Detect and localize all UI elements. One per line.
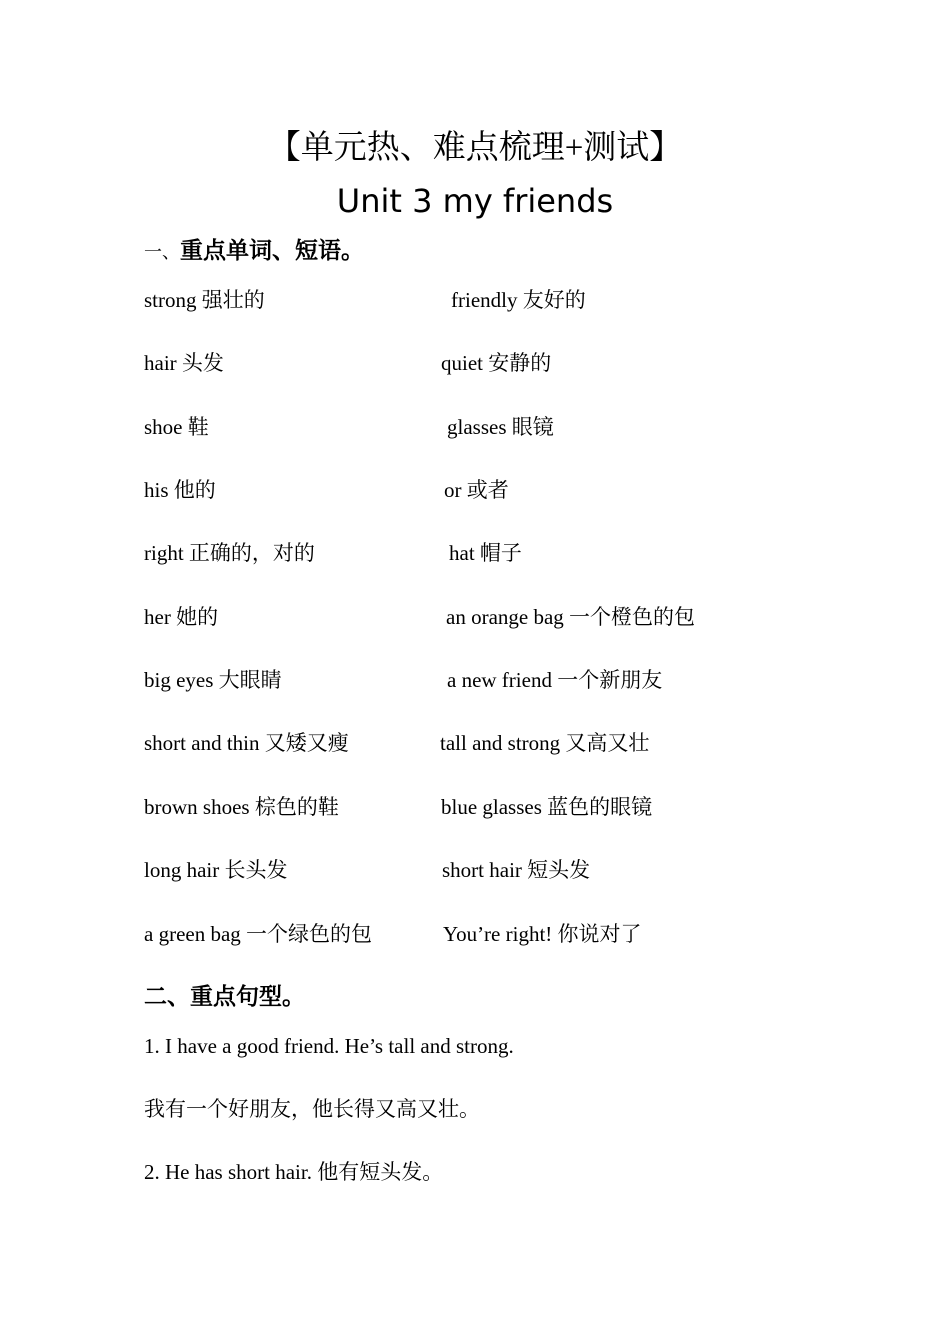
- vocab-right: quiet 安静的: [441, 351, 552, 375]
- vocab-row: [0, 475, 950, 505]
- vocab-right: tall and strong 又高又壮: [440, 731, 650, 755]
- vocab-row: [0, 665, 950, 695]
- unit-title: Unit 3 my friends: [336, 182, 614, 220]
- section-1-title: 重点单词、短语。: [180, 238, 364, 263]
- vocab-left: brown shoes 棕色的鞋: [144, 795, 339, 819]
- sentence-line: 我有一个好朋友，他长得又高又壮。: [144, 1097, 480, 1121]
- sentence-line: 1. I have a good friend. He’s tall and strong.: [144, 1034, 514, 1058]
- vocab-left: hair 头发: [144, 351, 224, 375]
- vocab-left: her 她的: [144, 605, 219, 629]
- vocab-right: friendly 友好的: [451, 288, 586, 312]
- vocab-right: hat 帽子: [449, 541, 522, 565]
- vocab-right: or 或者: [444, 478, 509, 502]
- vocab-right: blue glasses 蓝色的眼镜: [441, 795, 653, 819]
- section-1-heading: [144, 236, 364, 267]
- vocab-row: [0, 728, 950, 758]
- vocab-row: [0, 792, 950, 822]
- vocab-left: long hair 长头发: [144, 858, 288, 882]
- vocab-left: right 正确的，对的: [144, 541, 315, 565]
- sentence-line: 2. He has short hair. 他有短头发。: [144, 1160, 444, 1184]
- vocab-left: his 他的: [144, 478, 216, 502]
- vocab-left: big eyes 大眼睛: [144, 668, 282, 692]
- vocab-left: a green bag 一个绿色的包: [144, 922, 373, 946]
- vocab-row: [0, 412, 950, 442]
- vocab-right: an orange bag 一个橙色的包: [446, 605, 696, 629]
- vocab-row: [0, 285, 950, 315]
- vocab-row: [0, 919, 950, 949]
- vocab-right: a new friend 一个新朋友: [447, 668, 663, 692]
- document-title: 【单元热、难点梳理+测试】: [267, 130, 683, 166]
- vocab-left: short and thin 又矮又瘦: [144, 731, 349, 755]
- vocab-left: shoe 鞋: [144, 415, 209, 439]
- section-2-heading: 二、重点句型。: [144, 984, 305, 1009]
- vocab-left: strong 强壮的: [144, 288, 265, 312]
- vocab-row: [0, 348, 950, 378]
- vocab-right: short hair 短头发: [442, 858, 591, 882]
- vocab-row: [0, 602, 950, 632]
- vocab-right: glasses 眼镜: [447, 415, 554, 439]
- vocab-row: [0, 538, 950, 568]
- section-1-number: 一、: [144, 242, 180, 262]
- vocab-row: [0, 855, 950, 885]
- vocab-right: You’re right! 你说对了: [443, 922, 642, 946]
